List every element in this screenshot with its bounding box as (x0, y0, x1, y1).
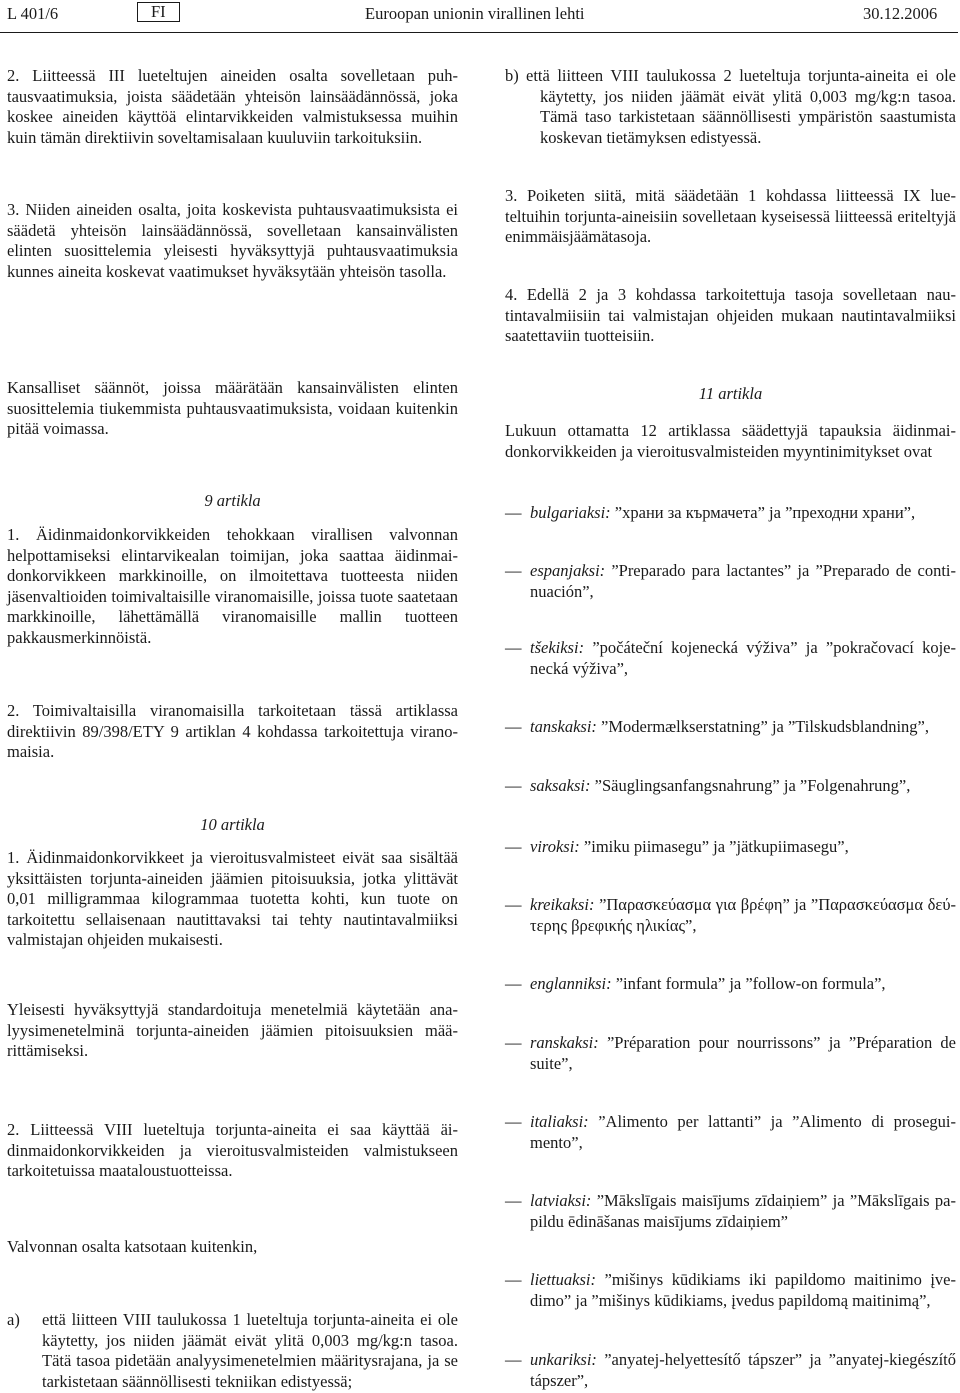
language-entry (505, 837, 956, 858)
dash: — (505, 503, 522, 522)
article-9-paragraph-1: 1. Äidinmaidonkorvikkeiden tehokkaan virallisen valvonnan helpottamiseksi elintarvikealan toimijan, joka saattaa äidinmaidonkorvikkeen markkinoille, on ilmoitettava tuotteesta niiden jäsenvaltioiden toimivaltaisille viranomaisille, joissa tuote saatetaan markkinoille, lähettämällä viranomaisille mallin tuotteen pakkausmerkinnöistä. (7, 525, 458, 647)
article-10-title: 10 artikla (200, 815, 265, 834)
language-code-box: FI (137, 2, 180, 22)
article-11-title: 11 artikla (698, 384, 763, 403)
language-entry (505, 1270, 956, 1311)
article-10-paragraph-standard-methods: Yleisesti hyväksyttyjä standardoituja menetelmiä käytetään analyysimenetelminä torjunta-aineiden jäämien pitoisuuksien määrittämiseksi. (7, 1000, 458, 1060)
language-entry (505, 638, 956, 679)
paragraph-3-right: 3. Poiketen siitä, mitä säädetään 1 kohdassa liitteessä IX lueteltuihin torjunta-aineisiin sovelletaan kyseisessä liitteessä eriteltyjä enimmäisjäämätasoja. (505, 186, 956, 246)
language-name: italiaksi: (530, 1112, 589, 1131)
product-designation: ”Modermælkserstatning” ja ”Tilskudsblandning”, (601, 717, 930, 736)
dash: — (505, 1033, 522, 1052)
product-designation: ”počáteční kojenecká výživa” ja ”pokračovací kojenecká výživa”, (530, 638, 957, 678)
language-name: kreikaksi: (530, 895, 595, 914)
language-entry (505, 776, 956, 797)
dash: — (505, 717, 522, 736)
article-9-title: 9 artikla (204, 491, 261, 510)
language-name: espanjaksi: (530, 561, 606, 580)
list-item-a (7, 1310, 458, 1392)
list-item-b-label: b) (505, 66, 519, 85)
list-item-b (505, 66, 956, 148)
product-designation: ”Préparation pour nourrissons” ja ”Préparation de suite”, (530, 1033, 956, 1073)
product-designation: ”Alimento per lattanti” ja ”Alimento di proseguimento”, (530, 1112, 957, 1152)
language-entry (505, 895, 956, 936)
dash: — (505, 1112, 522, 1131)
article-10-control-intro: Valvonnan osalta katsotaan kuitenkin, (7, 1237, 258, 1256)
article-10-paragraph-1: 1. Äidinmaidonkorvikkeet ja vieroitusvalmisteet eivät saa sisältää yksittäisten torjunta-aineiden jäämien pitoisuuksia, jotka ylittävät 0,01 milligrammaa kilogrammaa tuotetta kohti, kun tuote on tarkoitettu sellaisenaan nautittavaksi tai tehty nautintavalmiiksi valmistajan ohjeiden mukaisesti. (7, 848, 458, 949)
product-designation: ”Παρασκεύασμα για βρέφη” ja ”Παρασκεύασμα δεύτερης βρεφικής ηλικίας”, (530, 895, 957, 935)
language-name: latviaksi: (530, 1191, 592, 1210)
language-entry (505, 1191, 956, 1232)
list-item-b-text: että liitteen VIII taulukossa 2 lueteltuja torjunta-aineita ei ole käytetty, jos niiden jäämät eivät ylitä 0,003 mg/kg:n tasoa. Tämä taso tarkistetaan säännöllisesti ympäristön saastumista koskevan tietämyksen edistyessä. (526, 66, 956, 147)
language-name: saksaksi: (530, 776, 591, 795)
article-10-paragraph-2: 2. Liitteessä VIII lueteltuja torjunta-aineita ei saa käyttää äidinmaidonkorvikkeiden ja vieroitusvalmisteiden valmistukseen tarkoitetuissa maataloustuotteissa. (7, 1120, 458, 1180)
language-entry (505, 1350, 956, 1391)
product-designation: ”mišinys kūdikiams iki papildomo maitinimo įvedimo” ja ”mišinys kūdikiams, įvedus papildomą maitinimą”, (530, 1270, 957, 1310)
dash: — (505, 1350, 522, 1369)
language-entry (505, 974, 956, 995)
article-9-paragraph-2: 2. Toimivaltaisilla viranomaisilla tarkoitetaan tässä artiklassa direktiivin 89/398/ETY 9 artiklan 4 kohdassa tarkoitettuja viranomaisia. (7, 701, 458, 761)
language-name: bulgariaksi: (530, 503, 611, 522)
product-designation: ”Säuglingsanfangsnahrung” ja ”Folgenahrung”, (594, 776, 911, 795)
page-header (0, 0, 960, 40)
product-designation: ”imiku piimasegu” ja ”jätkupiimasegu”, (583, 837, 849, 856)
dash: — (505, 1191, 522, 1210)
paragraph-4-right: 4. Edellä 2 ja 3 kohdassa tarkoitettuja tasoja sovelletaan nautintavalmiisiin tai valmistajan ohjeiden mukaan nautintavalmiiksi saatettaviin tuotteisiin. (505, 285, 956, 345)
language-name: tanskaksi: (530, 717, 597, 736)
dash: — (505, 837, 522, 856)
dash: — (505, 638, 522, 657)
article-11-intro: Lukuun ottamatta 12 artiklassa säädettyjä tapauksia äidinmaidonkorvikkeiden ja vieroitusvalmisteiden myyntinimitykset ovat (505, 421, 956, 461)
dash: — (505, 974, 522, 993)
page-reference: L 401/6 (7, 4, 59, 23)
language-name: unkariksi: (530, 1350, 597, 1369)
language-entry (505, 503, 956, 524)
language-entry (505, 561, 956, 602)
language-name: englanniksi: (530, 974, 612, 993)
paragraph-2: 2. Liitteessä III lueteltujen aineiden osalta sovelletaan puhtausvaatimuksia, joista säädetään yhteisön lainsäädännössä, joka koskee aineiden käyttöä elintarvikkeiden valmistuksessa muihin kuin tämän direktiivin soveltamisalaan kuuluviin tarkoituksiin. (7, 66, 458, 147)
dash: — (505, 561, 522, 580)
product-designation: ”Preparado para lactantes” ja ”Preparado de continuación”, (530, 561, 957, 601)
list-item-a-text: että liitteen VIII taulukossa 1 lueteltuja torjunta-aineita ei ole käytetty, jos niiden jäämät eivät ylitä 0,003 mg/kg:n tasoa. Tätä tasoa pidetään analyysimenetelmien määritysrajana, ja se tarkistetaan säännöllisesti tekniikan edistyessä; (42, 1310, 458, 1391)
language-entry (505, 1112, 956, 1153)
language-entry (505, 717, 956, 738)
language-entry (505, 1033, 956, 1074)
journal-title: Euroopan unionin virallinen lehti (365, 4, 585, 23)
dash: — (505, 895, 522, 914)
language-name: tšekiksi: (530, 638, 585, 657)
dash: — (505, 776, 522, 795)
product-designation: ”anyatej-helyettesítő tápszer” ja ”anyatej-kiegészítő tápszer”, (530, 1350, 957, 1390)
language-name: viroksi: (530, 837, 580, 856)
dash: — (505, 1270, 522, 1289)
product-designation: ”храни за кърмачета” ja ”преходни храни”, (614, 503, 916, 522)
publication-date: 30.12.2006 (863, 4, 938, 23)
product-designation: ”infant formula” ja ”follow-on formula”, (615, 974, 886, 993)
list-item-a-label: a) (7, 1310, 20, 1329)
language-name: ranskaksi: (530, 1033, 599, 1052)
paragraph-3: 3. Niiden aineiden osalta, joita koskevista puhtausvaatimuksista ei säädetä yhteisön lainsäädännössä, sovelletaan kansainvälisten elinten suosittelemia yleisesti hyväksyttyjä puhtausvaatimuksia kunnes aineita koskevat vaatimukset hyväksytään yhteisön tasolla. (7, 200, 458, 281)
product-designation: ”Mākslīgais maisījums zīdaiņiem” ja ”Mākslīgais papildu ēdināšanas maisījums zīdaiņiem” (530, 1191, 956, 1231)
header-rule (0, 32, 958, 33)
paragraph-national-rules: Kansalliset säännöt, joissa määrätään kansainvälisten elinten suosittelemia tiukemmista puhtausvaatimuksista, voidaan kuitenkin pitää voimassa. (7, 378, 458, 438)
language-name: liettuaksi: (530, 1270, 596, 1289)
